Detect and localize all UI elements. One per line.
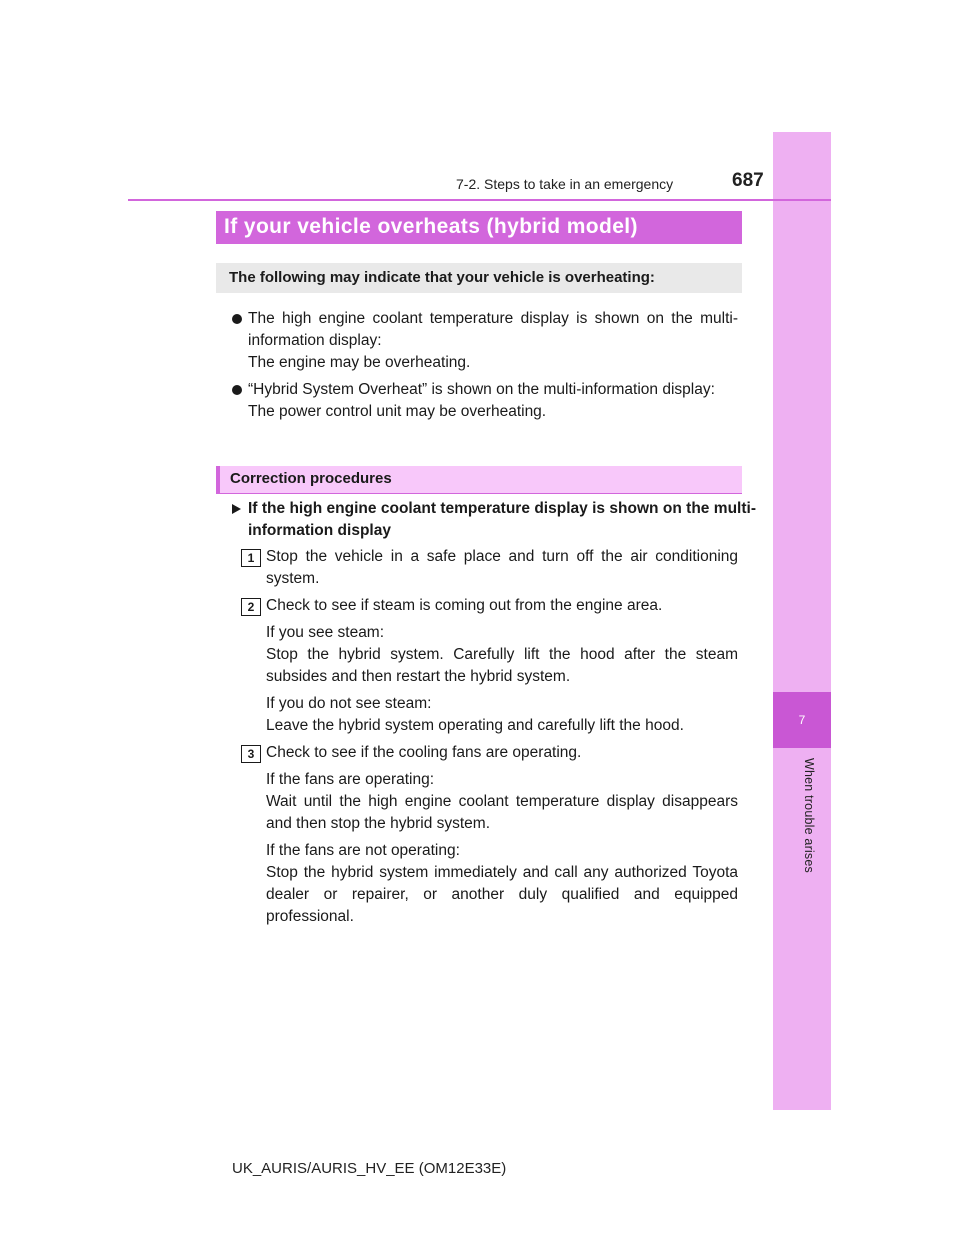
page-number: 687 [732,170,764,191]
procedure-step [240,742,738,928]
step-text: Check to see if the cooling fans are operating. [266,744,582,761]
step-text: If the fans are not operating: [266,842,460,859]
step-number: 3 [241,745,261,763]
step-text: If you see steam: [266,624,385,641]
step-text: If the fans are operating: [266,771,435,788]
step-text: Check to see if steam is coming out from the engine area. [266,597,663,614]
step-text: Stop the hybrid system. Carefully lift the hood after the steam subsides and then restart the hybrid system. [266,646,738,685]
condition-heading [230,498,756,542]
chapter-title: When trouble arises [802,758,816,873]
footer-code: UK_AURIS/AURIS_HV_EE (OM12E33E) [232,1160,507,1177]
procedure-step [240,546,738,590]
symptom-list [230,308,738,428]
list-item [230,308,738,374]
step-text: Wait until the high engine coolant temperature display disappears and then stop the hybrid system. [266,793,738,832]
bullet-icon [232,314,242,324]
intro-heading: The following may indicate that your vehicle is overheating: [216,263,742,293]
step-text: If you do not see steam: [266,695,432,712]
chapter-number-tab[interactable] [773,692,831,748]
bullet-text: The engine may be overheating. [248,354,471,371]
list-item [230,379,738,423]
step-text: Leave the hybrid system operating and carefully lift the hood. [266,717,684,734]
procedure-steps [240,546,738,933]
step-number: 2 [241,598,261,616]
bullet-text: “Hybrid System Overheat” is shown on the multi-information display: [248,381,715,398]
chapter-number: 7 [798,713,806,727]
page-title: If your vehicle overheats (hybrid model) [216,211,742,244]
condition-text: If the high engine coolant temperature display is shown on the multi-information display [248,500,756,539]
procedure-step [240,595,738,737]
section-header: 7-2. Steps to take in an emergency [456,176,674,192]
step-number: 1 [241,549,261,567]
correction-heading: Correction procedures [216,466,742,494]
header-divider [128,199,831,201]
bullet-icon [232,385,242,395]
side-tab [773,132,831,1110]
triangle-marker-icon [232,504,241,514]
step-text: Stop the vehicle in a safe place and turn off the air conditioning system. [266,548,738,587]
bullet-text: The high engine coolant temperature display is shown on the multi-information display: [248,310,738,349]
bullet-text: The power control unit may be overheating. [248,403,547,420]
step-text: Stop the hybrid system immediately and call any authorized Toyota dealer or repairer, or another duly qualified and equipped professional. [266,864,738,925]
